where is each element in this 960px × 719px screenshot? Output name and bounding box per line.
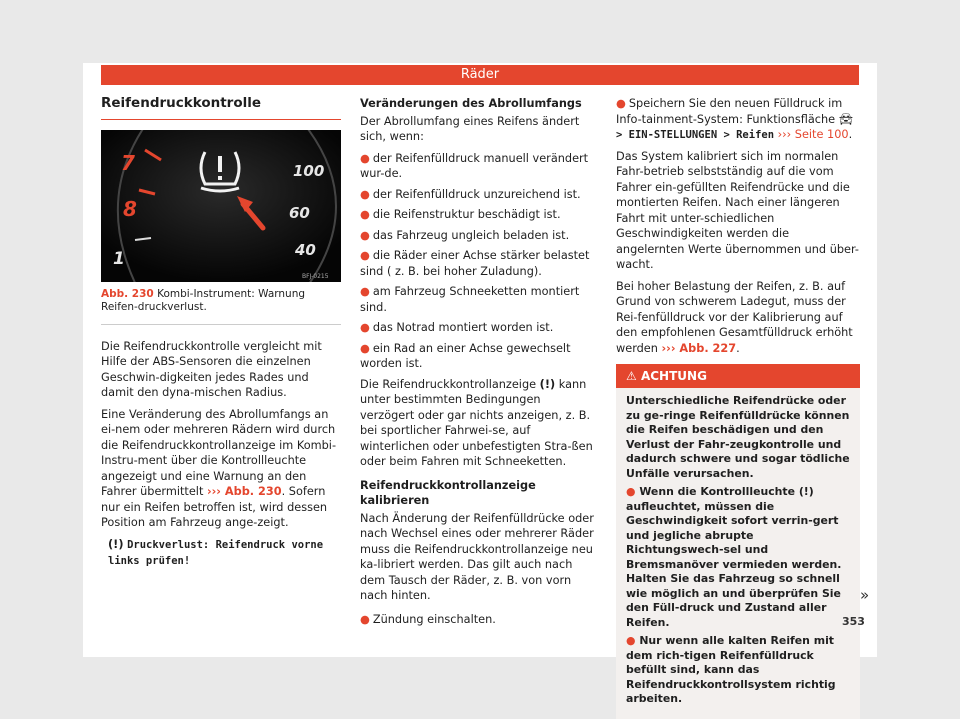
paragraph: Das System kalibriert sich im normalen Fahr-betrieb selbstständig auf die vom Fahrer ein-gefüllten Reifendrücke und die montierten Reifen. Nach einer längeren Fahrt mit unter-schiedlichen Geschwindigkeiten werden die angelernten Werte übernommen und über-wacht. bbox=[616, 149, 859, 271]
bullet-icon: ● bbox=[360, 151, 370, 165]
warning-box bbox=[616, 364, 860, 719]
list-item: ● die Reifenstruktur beschädigt ist. bbox=[360, 208, 561, 221]
tpms-warning-icon: (!) bbox=[539, 377, 556, 391]
figure-caption bbox=[101, 288, 341, 325]
chapter-header: Räder bbox=[101, 65, 859, 85]
list-item: ● die Räder einer Achse stärker belastet sind ( z. B. bei hoher Zuladung). bbox=[360, 249, 590, 278]
list-item: ● der Reifenfülldruck manuell verändert wur-de. bbox=[360, 151, 589, 180]
paragraph bbox=[101, 407, 341, 531]
tpms-warning-icon: (!) bbox=[108, 537, 124, 551]
column-left bbox=[101, 96, 341, 576]
tick-label-8: 8 bbox=[123, 196, 137, 221]
subheading: Reifendruckkontrollanzeige kalibrieren bbox=[360, 478, 536, 507]
warning-bullet: ● Wenn die Kontrollleuchte (!) aufleuchtet, müssen die Geschwindigkeit sofort verrin-gert und jegliche abrupte Richtungswech-sel und Bremsmanöver vermieden werden. Halten Sie das Fahrzeug so schnell wie möglich an und überprüfen Sie den Füll-druck und Zustand aller Reifen. bbox=[626, 485, 842, 629]
list-item: ● am Fahrzeug Schneeketten montiert sind. bbox=[360, 285, 580, 314]
column-right bbox=[616, 96, 860, 719]
tpms-warning-icon: (!) bbox=[798, 485, 814, 498]
tick-label-60: 60 bbox=[289, 203, 310, 222]
paragraph: Der Abrollumfang eines Reifens ändert sich, wenn: bbox=[360, 114, 580, 143]
tick-label-1: 1 bbox=[113, 248, 125, 269]
step-item: ● Zündung einschalten. bbox=[360, 612, 496, 626]
display-message bbox=[101, 537, 341, 570]
figure-link[interactable]: ››› Abb. 227 bbox=[661, 341, 737, 355]
column-middle bbox=[360, 96, 598, 632]
bullet-icon: ● bbox=[360, 285, 370, 298]
paragraph: Die Reifendruckkontrolle vergleicht mit Hilfe der ABS-Sensoren die einzelnen Geschwin-digkeiten jedes Rades und damit den dyna-mischen Radius. bbox=[101, 339, 322, 399]
page-number: 353 bbox=[842, 615, 865, 628]
step-item: ● Speichern Sie den neuen Fülldruck im Info-tainment-System: Funktionsfläche 🚘︎ > EIN-STELLUNGEN > Reifen ››› Seite 100. bbox=[616, 97, 854, 141]
continue-mark: » bbox=[860, 586, 870, 604]
list-item: ● der Reifenfülldruck unzureichend ist. bbox=[360, 187, 581, 201]
tick-label-100: 100 bbox=[293, 161, 325, 180]
instrument-cluster-figure bbox=[101, 130, 341, 282]
paragraph: Bei hoher Belastung der Reifen, z. B. auf Grund von schwerem Ladegut, muss der Rei-fenfülldruck vor der Kalibrierung auf den empfohlenen Gesamtfülldruck erhöht werden ››› Abb. 227. bbox=[616, 279, 853, 355]
bullet-icon: ● bbox=[360, 249, 370, 262]
bullet-icon: ● bbox=[616, 97, 626, 110]
bullet-icon: ● bbox=[360, 341, 370, 355]
display-message-text: Druckverlust: Reifendruck vorne links prüfen! bbox=[108, 538, 324, 567]
bullet-list bbox=[360, 151, 598, 372]
paragraph: Die Reifendruckkontrollanzeige (!) kann unter bestimmten Bedingungen verzögert oder gar nichts anzeigen, z. B. bei sportlicher Fahrwei-se, auf winterlichen oder unbefestigten Stra-ßen oder beim Fahren mit Schneeketten. bbox=[360, 377, 593, 468]
figure-link[interactable]: ››› Abb. 230 bbox=[206, 485, 282, 498]
list-item: ● das Fahrzeug ungleich beladen ist. bbox=[360, 228, 570, 242]
paragraph: Nach Änderung der Reifenfülldrücke oder nach Wechsel eines oder mehrerer Räder muss die Reifendruckkontrollanzeige neu ka-libriert werden. Das gilt auch nach dem Tausch der Räder, z. B. von vorn nach hinten. bbox=[360, 511, 594, 602]
menu-path: > EIN-STELLUNGEN > Reifen bbox=[616, 129, 775, 141]
bullet-icon: ● bbox=[360, 321, 370, 334]
warning-bullet: ● Nur wenn alle kalten Reifen mit dem rich-tigen Reifenfülldruck befüllt sind, kann das Reifendruckkontrollsystem richtig arbeiten. bbox=[626, 634, 836, 705]
warning-body bbox=[616, 388, 860, 719]
warning-title: ACHTUNG bbox=[640, 369, 707, 383]
bullet-icon: ● bbox=[626, 485, 636, 498]
tick-label-40: 40 bbox=[295, 240, 316, 259]
warning-paragraph: Unterschiedliche Reifendrücke oder zu ge-ringe Reifenfülldrücke können die Reifen beschädigen und den Verlust der Fahr-zeugkontrolle und dadurch schwere und sogar tödliche Unfälle verursachen. bbox=[626, 394, 850, 480]
bullet-icon: ● bbox=[360, 612, 370, 626]
warning-triangle-icon: ⚠ bbox=[626, 369, 637, 383]
subheading: Veränderungen des Abrollumfangs bbox=[360, 97, 582, 110]
section-title: Reifendruckkontrolle bbox=[101, 96, 341, 120]
tick-label-7: 7 bbox=[121, 150, 135, 175]
paragraph-text: . Sofern nur ein Reifen betroffen ist, wird dessen Position am Fahrzeug ange-zeigt. bbox=[101, 485, 328, 529]
list-item: ● das Notrad montiert worden ist. bbox=[360, 321, 554, 334]
caption-text: Kombi-Instrument: Warnung Reifen-druckverlust. bbox=[101, 287, 306, 313]
bullet-icon: ● bbox=[360, 187, 370, 201]
car-icon: 🚘︎ bbox=[838, 112, 854, 126]
bullet-icon: ● bbox=[626, 634, 636, 647]
cluster-illustration bbox=[101, 130, 341, 282]
warning-header bbox=[616, 364, 860, 388]
list-item: ● ein Rad an einer Achse gewechselt worden ist. bbox=[360, 341, 571, 370]
bullet-icon: ● bbox=[360, 208, 370, 221]
figure-code: BFJ-0215 bbox=[302, 272, 329, 280]
caption-number: Abb. 230 bbox=[101, 287, 154, 300]
bullet-icon: ● bbox=[360, 228, 370, 242]
page-link[interactable]: ››› Seite 100 bbox=[777, 128, 849, 141]
paragraph-text: Eine Veränderung des Abrollumfangs an ei-nem oder mehreren Rädern wird durch die Reifendruckkontrollanzeige im Kombi-Instru-ment über die Kontrollleuchte angezeigt und eine Warnung an den Fahrer übermittelt bbox=[101, 407, 337, 498]
